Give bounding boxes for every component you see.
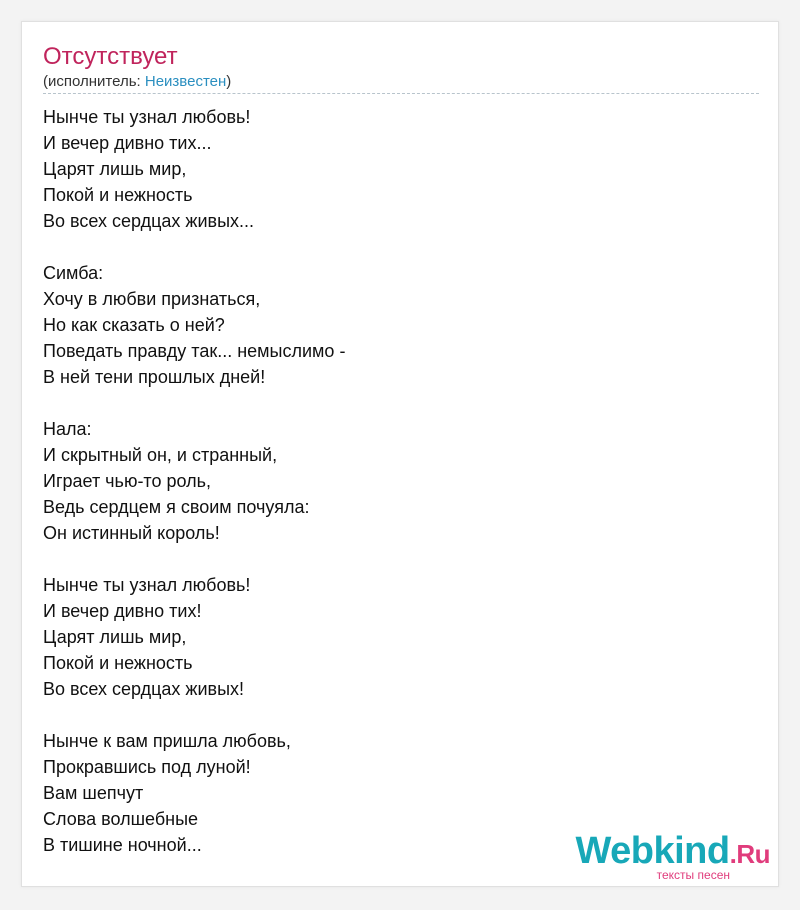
- lyric-line: Во всех сердцах живых!: [43, 679, 245, 699]
- lyric-line: В тишине ночной...: [43, 835, 202, 855]
- stanza-break: [43, 234, 345, 260]
- artist-link[interactable]: Неизвестен: [144, 73, 227, 90]
- lyric-line: Слова волшебные: [43, 809, 199, 829]
- lyric-line: Нынче ты узнал любовь!: [43, 575, 251, 595]
- logo-name: Webkind: [575, 830, 730, 872]
- lyrics-card: [21, 21, 779, 887]
- lyric-line: Царят лишь мир,: [43, 159, 187, 179]
- lyric-line: Симба:: [43, 263, 104, 283]
- lyric-line: Нынче к вам пришла любовь,: [43, 731, 291, 751]
- lyric-line: И вечер дивно тих!: [43, 601, 202, 621]
- lyric-line: В ней тени прошлых дней!: [43, 367, 266, 387]
- song-title: Отсутствует: [43, 43, 178, 70]
- stanza-break: [43, 702, 345, 728]
- lyric-line: Нала:: [43, 419, 92, 439]
- site-logo[interactable]: [575, 831, 770, 882]
- lyric-line: И вечер дивно тих...: [43, 133, 212, 153]
- lyric-line: И скрытный он, и странный,: [43, 445, 278, 465]
- lyric-line: Прокравшись под луной!: [43, 757, 251, 777]
- lyric-line: Вам шепчут: [43, 783, 144, 803]
- lyric-line: Царят лишь мир,: [43, 627, 187, 647]
- stanza-break: [43, 390, 345, 416]
- lyric-line: Нынче ты узнал любовь!: [43, 107, 251, 127]
- stanza-break: [43, 546, 345, 572]
- logo-tagline: тексты песен: [656, 868, 730, 882]
- logo-tld: .Ru: [729, 839, 770, 869]
- artist-line: [43, 72, 759, 94]
- lyric-line: Но как сказать о ней?: [43, 315, 225, 335]
- lyric-line: Ведь сердцем я своим почуяла:: [43, 497, 310, 517]
- lyric-line: Хочу в любви признаться,: [43, 289, 261, 309]
- lyric-line: Во всех сердцах живых...: [43, 211, 255, 231]
- lyric-line: Он истинный король!: [43, 523, 220, 543]
- lyric-line: Играет чью-то роль,: [43, 471, 211, 491]
- lyric-line: Покой и нежность: [43, 185, 193, 205]
- lyric-line: Покой и нежность: [43, 653, 193, 673]
- lyrics-text: [43, 104, 345, 858]
- artist-suffix: ): [226, 73, 232, 90]
- artist-prefix: (исполнитель:: [43, 73, 145, 90]
- lyric-line: Поведать правду так... немыслимо -: [43, 341, 346, 361]
